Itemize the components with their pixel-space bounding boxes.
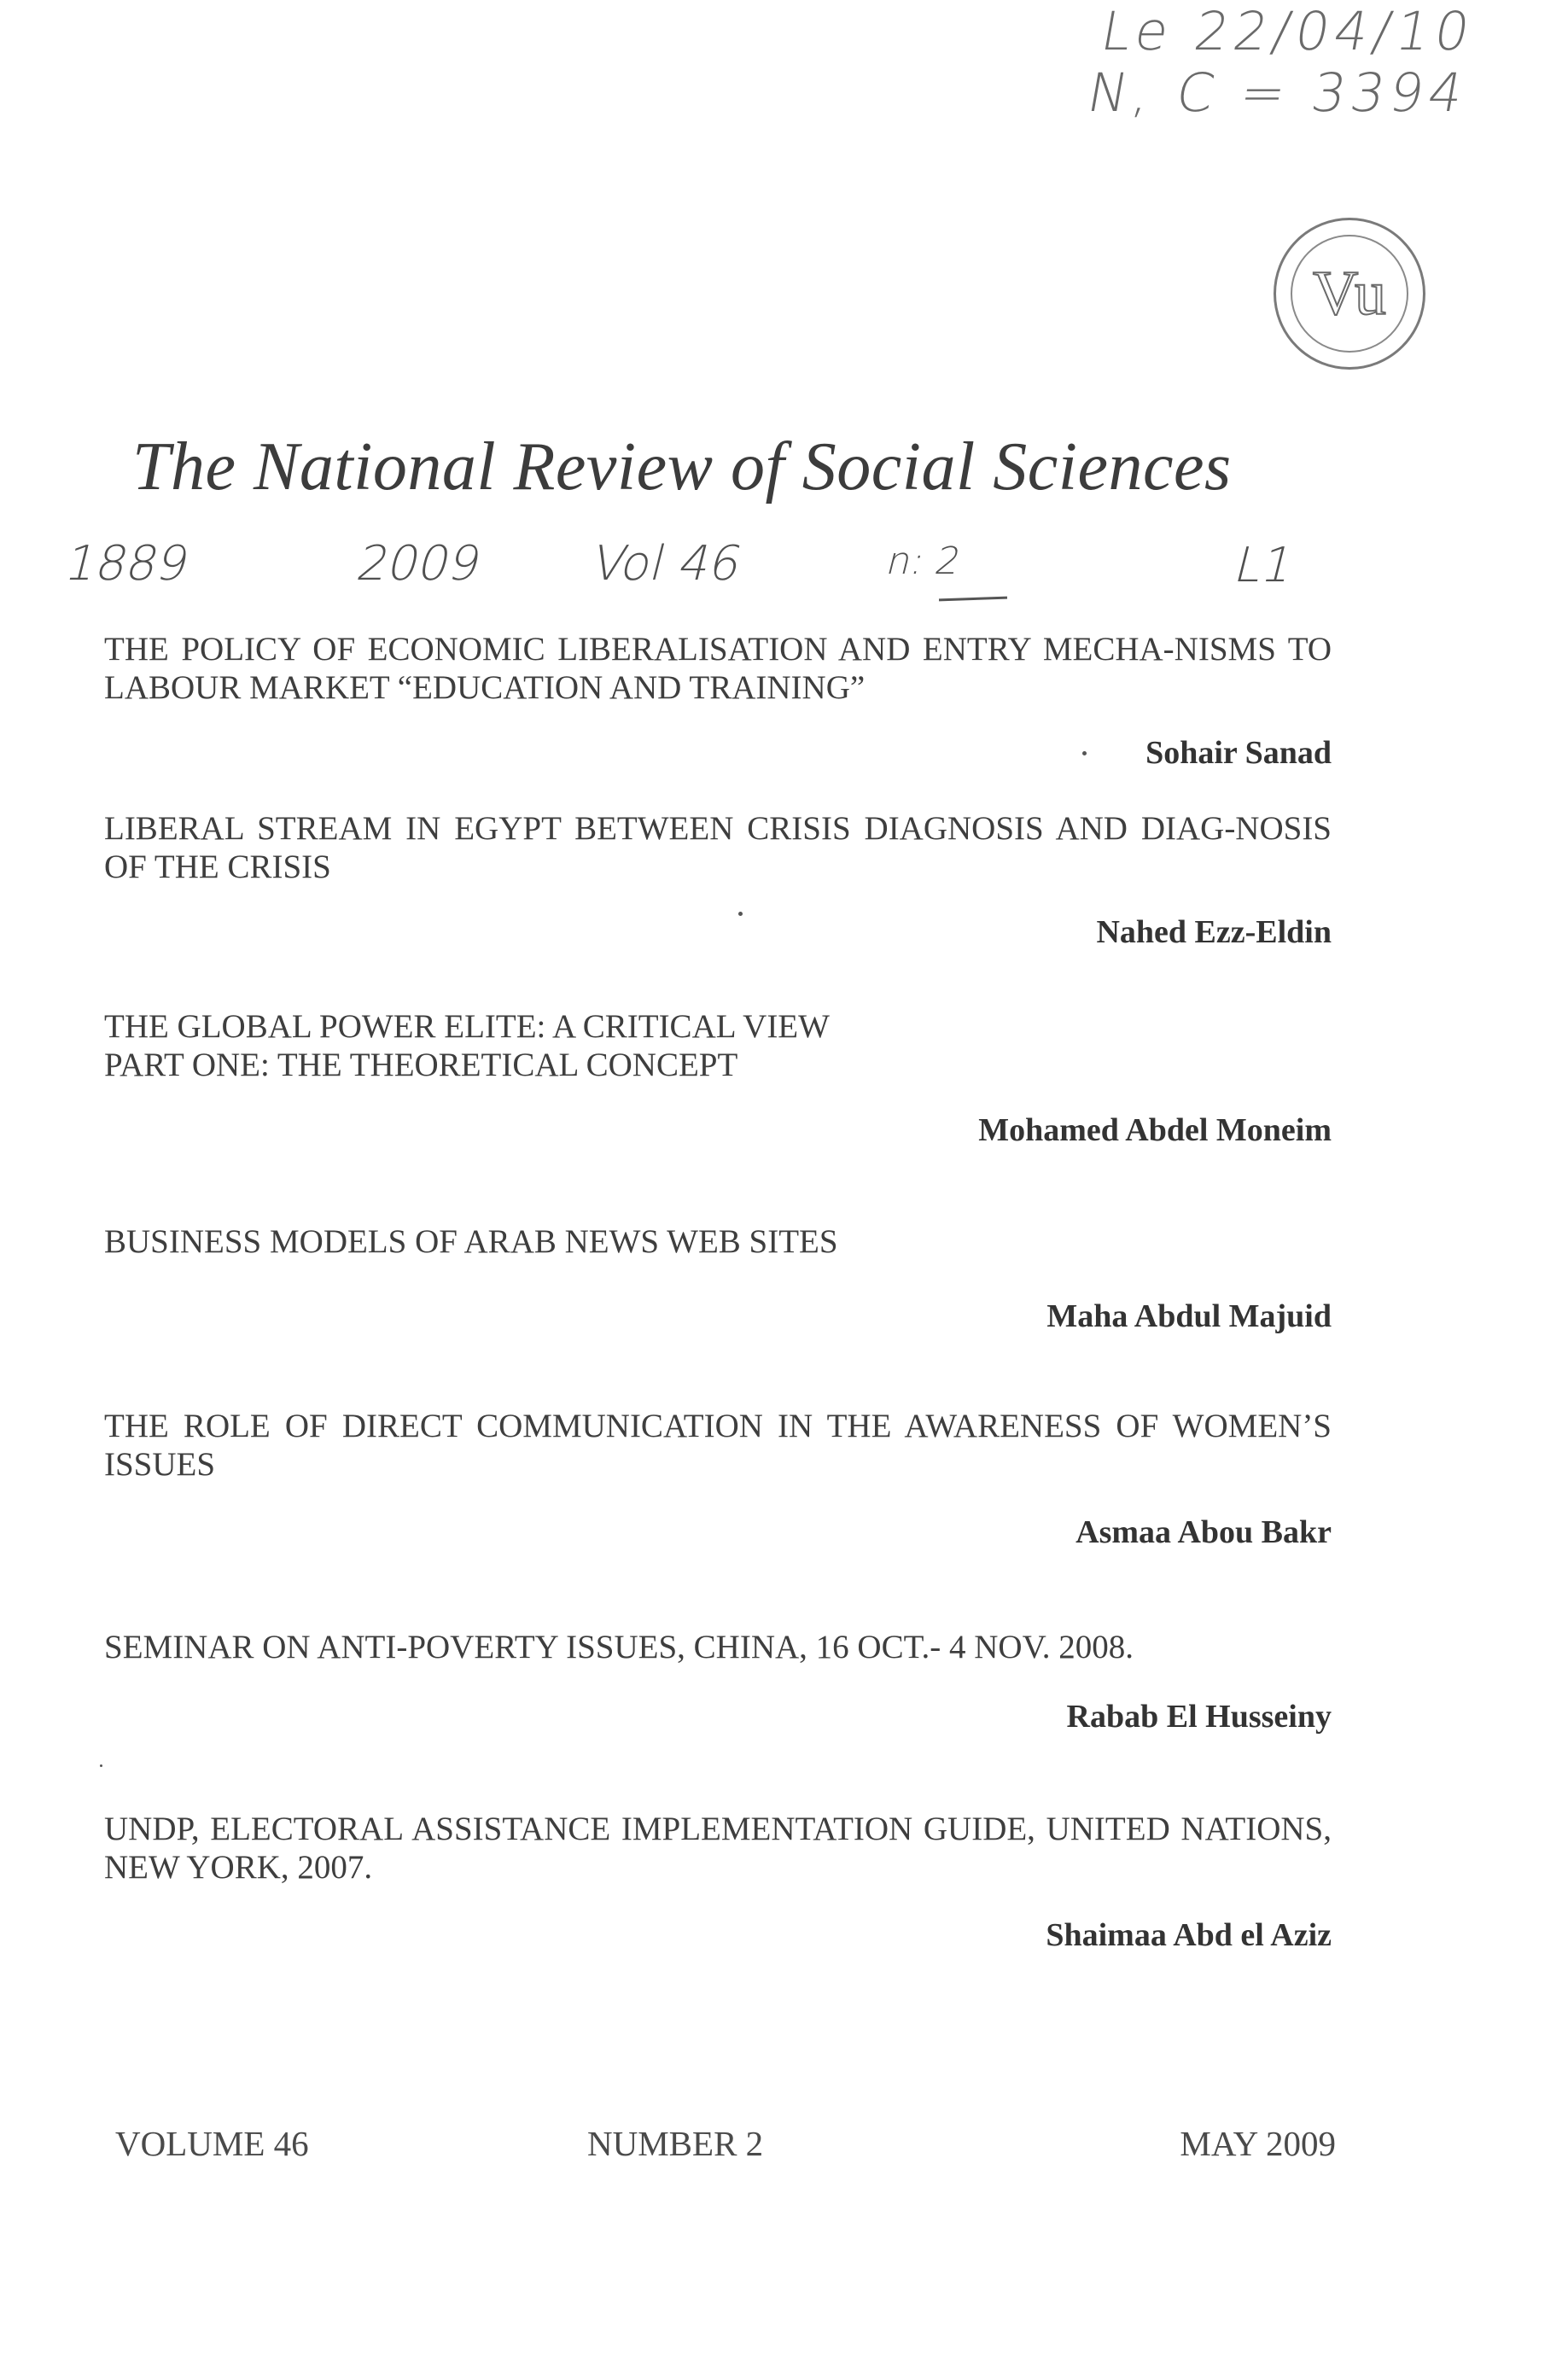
stamp-text: Vu — [1313, 258, 1386, 329]
scan-speck — [1082, 751, 1087, 755]
handwritten-underline — [939, 597, 1007, 602]
article-author: Nahed Ezz-Eldin — [1096, 914, 1332, 950]
article-title — [104, 1007, 1332, 1084]
handwritten-volume: Vol 46 — [586, 536, 748, 592]
article-title: THE ROLE OF DIRECT COMMUNICATION IN THE AWARENESS OF WOMEN’S ISSUES — [104, 1408, 1332, 1483]
journal-title: The National Review of Social Sciences — [132, 429, 1232, 504]
issue-footer — [115, 2123, 1336, 2166]
article-author: Sohair Sanad — [1145, 735, 1332, 771]
article-entry — [104, 809, 1332, 950]
scan-speck — [100, 1764, 102, 1767]
article-entry — [104, 1407, 1332, 1550]
handwritten-year: 2009 — [351, 536, 487, 592]
footer-volume: VOLUME 46 — [115, 2124, 309, 2163]
article-title: LIBERAL STREAM IN EGYPT BETWEEN CRISIS DIAGNOSIS AND DIAG-NOSIS OF THE CRISIS — [104, 810, 1332, 885]
handwritten-code: L1 — [1228, 538, 1300, 593]
article-author: Shaimaa Abd el Aziz — [1046, 1917, 1332, 1953]
footer-number: NUMBER 2 — [587, 2124, 764, 2163]
article-entry — [104, 1628, 1332, 1735]
handwritten-number-note: N, C = 3394 — [1082, 61, 1473, 124]
article-entry — [104, 1007, 1332, 1148]
article-title: BUSINESS MODELS OF ARAB NEWS WEB SITES — [104, 1223, 838, 1260]
article-title-line1: THE GLOBAL POWER ELITE: A CRITICAL VIEW — [104, 1008, 830, 1045]
handwritten-number: n: 2 — [882, 539, 966, 583]
article-entry — [104, 1222, 1332, 1334]
handwritten-date-note: Le 22/04/10 — [1096, 0, 1480, 62]
article-author: Asmaa Abou Bakr — [1075, 1514, 1332, 1550]
article-author: Rabab El Husseiny — [1066, 1699, 1332, 1735]
handwritten-issn: 1889 — [59, 536, 195, 592]
article-entry — [104, 1810, 1332, 1953]
vu-stamp — [1274, 218, 1425, 370]
footer-date: MAY 2009 — [1180, 2124, 1336, 2163]
article-author: Maha Abdul Majuid — [1046, 1298, 1332, 1334]
article-title: UNDP, ELECTORAL ASSISTANCE IMPLEMENTATION GUIDE, UNITED NATIONS, NEW YORK, 2007. — [104, 1811, 1332, 1886]
scan-speck — [738, 912, 743, 916]
article-author: Mohamed Abdel Moneim — [978, 1112, 1332, 1148]
article-entry — [104, 630, 1332, 771]
article-title: THE POLICY OF ECONOMIC LIBERALISATION AND ENTRY MECHA-NISMS TO LABOUR MARKET “EDUCATION AND TRAINING” — [104, 631, 1332, 706]
article-title: SEMINAR ON ANTI-POVERTY ISSUES, CHINA, 16 OCT.- 4 NOV. 2008. — [104, 1629, 1134, 1665]
article-title-line2: PART ONE: THE THEORETICAL CONCEPT — [104, 1047, 738, 1083]
